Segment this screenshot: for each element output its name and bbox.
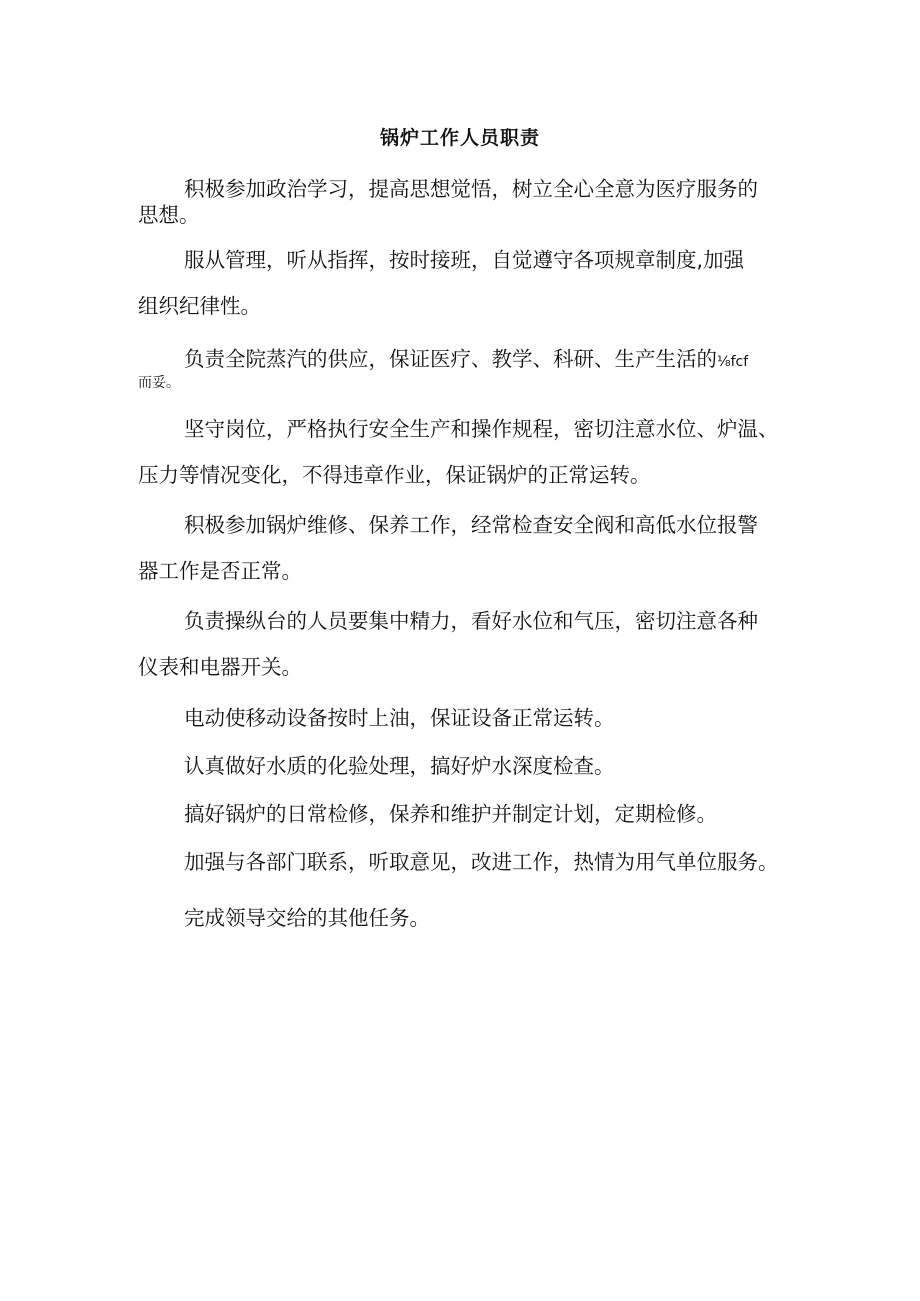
paragraph-line: 服从管理，听从指挥，按时接班，自觉遵守各项规章制度,加强 (184, 248, 745, 272)
paragraph-10 (138, 849, 788, 875)
paragraph-line: 电动使移动设备按时上油，保证设备正常运转。 (184, 706, 615, 730)
paragraph-8 (138, 753, 788, 779)
paragraph-line: 负责操纵台的人员要集中精力，看好水位和气压，密切注意各种 (184, 609, 758, 633)
paragraph-line: 认真做好水质的化验处理，搞好炉水深度检查。 (184, 754, 615, 778)
document-title: 锅炉工作人员职责 (379, 127, 540, 149)
paragraph-line-small: 而妥。 (138, 375, 180, 391)
paragraph-1 (138, 176, 788, 228)
paragraph-2 (138, 247, 788, 319)
paragraph-line: 仪表和电器开关。 (138, 655, 302, 679)
paragraph-line: 加强与各部门联系，听取意见，改进工作，热情为用气单位服务。 (184, 850, 779, 874)
paragraph-line (138, 346, 788, 372)
paragraph-line: 组织纪律性。 (138, 294, 261, 318)
paragraph-11 (138, 905, 788, 931)
paragraph-7 (138, 705, 788, 731)
paragraph-line: 压力等情况变化，不得违章作业，保证锅炉的正常运转。 (138, 463, 651, 487)
paragraph-line: 完成领导交给的其他任务。 (184, 906, 430, 930)
paragraph-line: 思想。 (138, 203, 200, 227)
paragraph-6 (138, 608, 788, 680)
paragraph-line: 积极参加锅炉维修、保养工作，经常检查安全阀和高低水位报警 (184, 513, 758, 537)
paragraph-4 (138, 416, 788, 488)
paragraph-9 (138, 801, 788, 827)
paragraph-line: 器工作是否正常。 (138, 559, 302, 583)
paragraph-3 (138, 346, 788, 394)
garbled-text-fragment: ⅛fcf (717, 354, 749, 370)
paragraph-line: 搞好锅炉的日常检修，保养和维护并制定计划，定期检修。 (184, 802, 717, 826)
paragraph-text: 负责全院蒸汽的供应，保证医疗、教学、科研、生产生活的 (184, 347, 717, 371)
paragraph-line: 积极参加政治学习，提高思想觉悟，树立全心全意为医疗服务的 (184, 177, 758, 201)
paragraph-5 (138, 512, 788, 584)
paragraph-line: 坚守岗位，严格执行安全生产和操作规程，密切注意水位、炉温、 (184, 417, 779, 441)
